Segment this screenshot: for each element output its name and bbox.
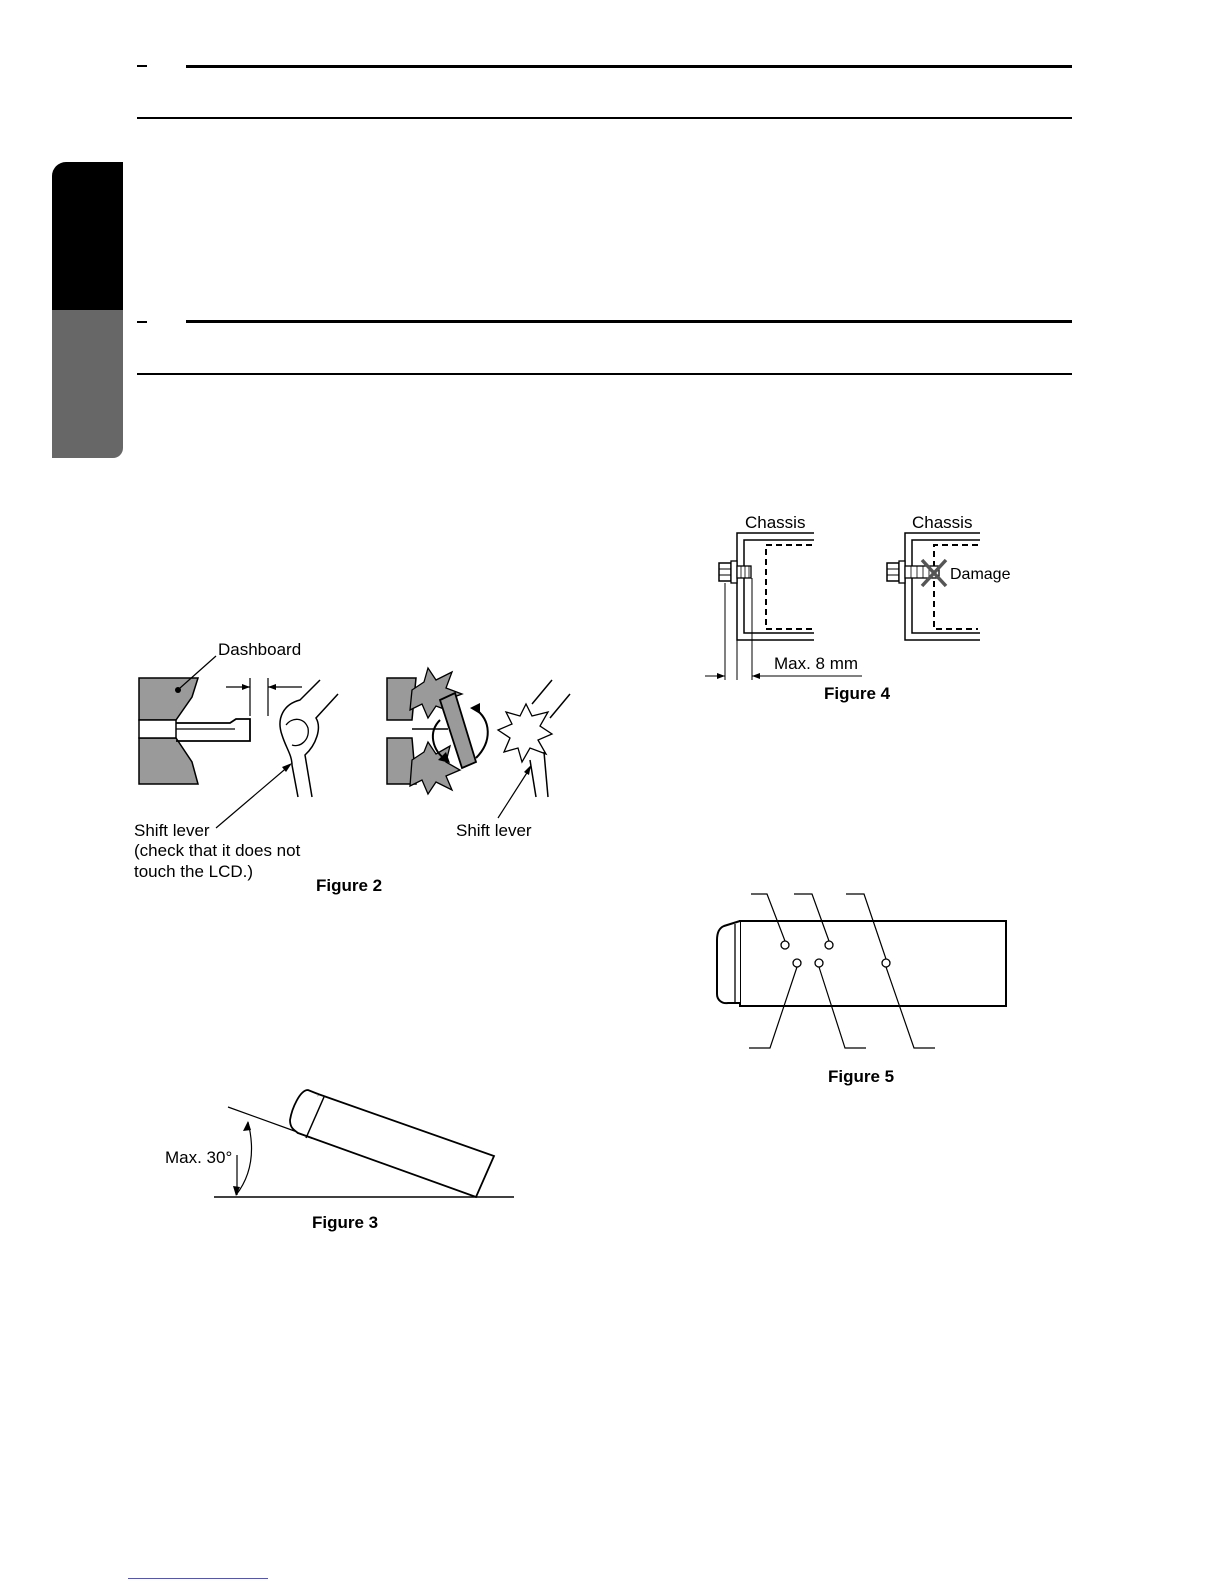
figure-3-caption: Figure 3 — [312, 1213, 379, 1232]
shift-lever-label-right: Shift lever — [456, 821, 532, 840]
max-dimension-label: Max. 8 mm — [774, 654, 859, 673]
figure-4-caption: Figure 4 — [824, 684, 891, 703]
chassis-label-right: Chassis — [912, 513, 973, 532]
dashboard-label: Dashboard — [218, 640, 302, 659]
footer-underline — [128, 1578, 268, 1579]
damage-label: Damage — [950, 566, 1011, 583]
figure-5-caption: Figure 5 — [828, 1067, 895, 1086]
shift-lever-note-line-2: touch the LCD.) — [134, 862, 254, 881]
shift-lever-label-left: Shift lever — [134, 821, 210, 840]
shift-lever-note-line-1: (check that it does not — [134, 841, 301, 860]
angle-label: Max. 30° — [165, 1148, 233, 1167]
figure-2-caption: Figure 2 — [316, 876, 383, 895]
chassis-label-left: Chassis — [745, 513, 806, 532]
